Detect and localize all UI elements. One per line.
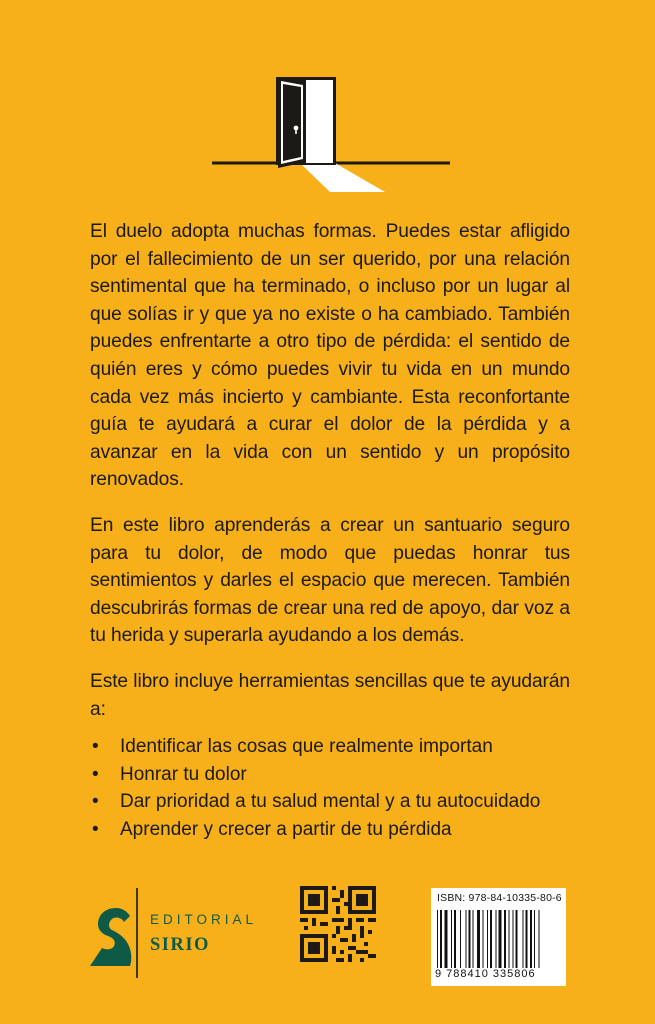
door-illustration [0, 0, 655, 200]
paragraph-tools: Este libro incluye herramientas sencillas que te ayudarán a: [90, 670, 570, 720]
publisher-name-line2: SIRIO [150, 935, 210, 955]
list-item [90, 761, 570, 789]
publisher-name-line1: EDITORIAL [150, 912, 258, 927]
list-item [90, 788, 570, 816]
list-item-text: Honrar tu dolor [120, 763, 247, 785]
list-item [90, 816, 570, 844]
barcode-number: 9 788410 335806 [435, 968, 536, 980]
qr-code-icon [300, 886, 376, 962]
bullet-icon: • [92, 818, 99, 840]
open-door-icon [0, 0, 655, 200]
isbn-label: ISBN: 978-84-10335-80-6 [437, 892, 562, 904]
list-item-text: Aprender y crecer a partir de tu pérdida [120, 818, 452, 840]
paragraph-intro: El duelo adopta muchas formas. Puedes estar afligido por el fallecimiento de un ser querido, por una relación sentimental que ha terminado, o incluso por un lugar al que solías ir y que ya no existe o ha cambiado. También puedes enfrentarte a otro tipo de pérdida: el sentido de quién eres y cómo puedes vivir tu vida en un mundo cada vez más incierto y cambiante. Esta reconfortante guía te ayudará a curar el dolor de la pérdida y a avanzar en la vida con un sentido y un propósito renovados. [90, 221, 570, 491]
isbn-barcode-box [431, 888, 566, 986]
bullet-icon: • [92, 736, 99, 758]
back-cover-text [90, 218, 570, 843]
back-cover-footer [0, 860, 655, 1024]
list-item [90, 733, 570, 761]
bullet-list [90, 733, 570, 843]
list-item-text: Dar prioridad a tu salud mental y a tu autocuidado [120, 791, 541, 813]
barcode-icon [437, 910, 561, 968]
bullet-icon: • [92, 791, 99, 813]
paragraph-book-content: En este libro aprenderás a crear un santuario seguro para tu dolor, de modo que puedas honrar tus sentimientos y darles el espacio que merecen. También descubrirás formas de crear una red de apoyo, dar voz a tu herida y superarla ayudando a los demás. [90, 514, 570, 647]
bullet-icon: • [92, 763, 99, 785]
publisher-divider [136, 888, 138, 978]
swan-logo-icon [90, 906, 132, 976]
qr-code [300, 886, 376, 962]
list-item-text: Identificar las cosas que realmente importan [120, 736, 493, 758]
